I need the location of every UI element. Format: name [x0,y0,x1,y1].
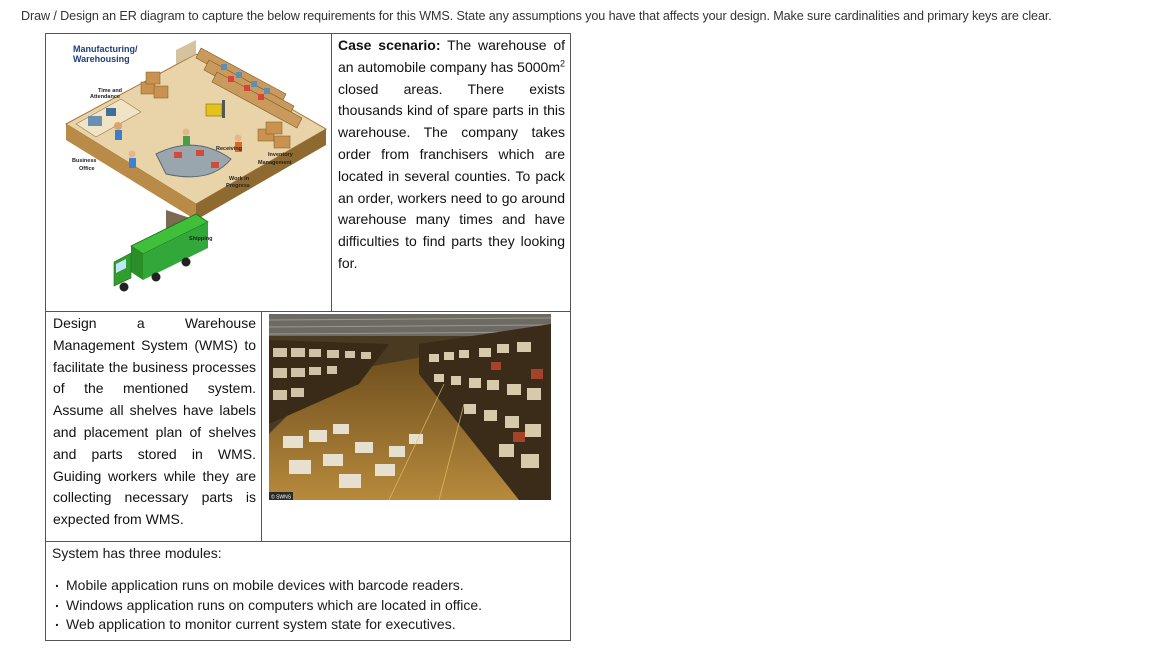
warehouse-photo-cell [261,311,571,542]
svg-text:Time and: Time and [98,88,123,94]
svg-text:Receiving: Receiving [216,146,242,152]
warehouse-photo [269,314,551,500]
modules-list [52,576,564,635]
design-task-cell [45,311,262,542]
svg-text:Management: Management [258,160,292,166]
photo-credit: © SWNS [271,494,292,500]
svg-text:Inventory: Inventory [268,152,293,158]
svg-text:Business: Business [72,158,97,164]
question-prompt: Draw / Design an ER diagram to capture the below requirements for this WMS. State any assumptions you have that affects your design. Make sure cardinalities and primary keys are clear. [21,9,1052,23]
illustration-title: Manufacturing/ [73,44,138,54]
list-item: . Windows application runs on computers which are located in office. [52,596,564,616]
svg-text:Work in: Work in [229,176,250,182]
case-scenario-text: The warehouse of an automobile company has 5000m [338,37,565,75]
modules-title: System has three modules: [52,545,222,561]
list-item: . Mobile application runs on mobile devices with barcode readers. [52,576,564,596]
list-item: . Web application to monitor current system state for executives. [52,615,564,635]
design-task-text: Design a Warehouse Management System (WMS) to facilitate the business processes of the mentioned system. Assume all shelves have labels and placement plan of shelves and parts stored in WMS. Guiding workers while they are collecting necessary parts is expected from WMS. [53,315,256,528]
case-scenario-text-2: closed areas. There exists thousands kind of spare parts in this warehouse. The company takes order from franchisers which are located in several counties. To pack an order, workers need to go around warehouse many times and have difficulties to find parts they looking for. [338,80,565,271]
case-scenario-heading: Case scenario: [338,37,441,53]
svg-text:Attendance: Attendance [90,94,120,100]
svg-text:Office: Office [79,166,95,172]
modules-cell [45,541,571,641]
svg-text:Shipping: Shipping [189,236,213,242]
truck-icon [114,214,208,292]
warehouse-illustration-cell [45,33,332,312]
svg-text:Progress: Progress [226,183,250,189]
case-scenario-cell [331,33,571,312]
warehouse-illustration [46,34,331,311]
svg-text:Warehousing: Warehousing [73,54,130,64]
superscript: 2 [559,58,565,69]
